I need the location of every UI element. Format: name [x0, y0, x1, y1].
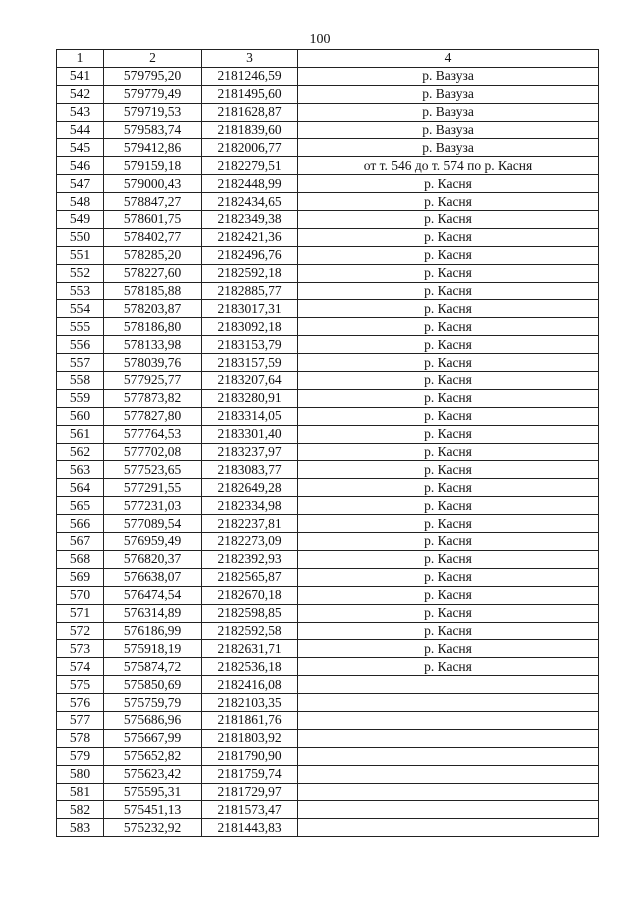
description-cell — [298, 711, 599, 729]
x-coordinate-cell: 578185,88 — [104, 282, 202, 300]
table-row — [57, 461, 599, 479]
y-coordinate-cell: 2181803,92 — [202, 729, 298, 747]
point-number-cell: 579 — [57, 747, 104, 765]
x-coordinate-cell: 578203,87 — [104, 300, 202, 318]
x-coordinate-cell: 576186,99 — [104, 622, 202, 640]
point-number-cell: 557 — [57, 354, 104, 372]
table-row — [57, 228, 599, 246]
x-coordinate-cell: 575918,19 — [104, 640, 202, 658]
x-coordinate-cell: 577231,03 — [104, 497, 202, 515]
description-cell: р. Касня — [298, 354, 599, 372]
point-number-cell: 570 — [57, 586, 104, 604]
y-coordinate-cell: 2181573,47 — [202, 801, 298, 819]
y-coordinate-cell: 2181790,90 — [202, 747, 298, 765]
description-cell: р. Касня — [298, 658, 599, 676]
point-number-cell: 582 — [57, 801, 104, 819]
x-coordinate-cell: 575850,69 — [104, 676, 202, 694]
point-number-cell: 571 — [57, 604, 104, 622]
x-coordinate-cell: 577764,53 — [104, 425, 202, 443]
y-coordinate-cell: 2182103,35 — [202, 694, 298, 712]
point-number-cell: 574 — [57, 658, 104, 676]
x-coordinate-cell: 576314,89 — [104, 604, 202, 622]
description-cell: р. Касня — [298, 640, 599, 658]
description-cell — [298, 676, 599, 694]
description-cell: р. Касня — [298, 193, 599, 211]
point-number-cell: 558 — [57, 372, 104, 390]
x-coordinate-cell: 578285,20 — [104, 246, 202, 264]
table-row — [57, 246, 599, 264]
point-number-cell: 563 — [57, 461, 104, 479]
description-cell: р. Касня — [298, 515, 599, 533]
point-number-cell: 569 — [57, 568, 104, 586]
x-coordinate-cell: 575759,79 — [104, 694, 202, 712]
point-number-cell: 575 — [57, 676, 104, 694]
table-row — [57, 354, 599, 372]
y-coordinate-cell: 2183207,64 — [202, 372, 298, 390]
table-row — [57, 801, 599, 819]
y-coordinate-cell: 2181246,59 — [202, 67, 298, 85]
column-header-4: 4 — [298, 50, 599, 68]
table-row — [57, 622, 599, 640]
x-coordinate-cell: 578227,60 — [104, 264, 202, 282]
point-number-cell: 553 — [57, 282, 104, 300]
x-coordinate-cell: 576638,07 — [104, 568, 202, 586]
point-number-cell: 543 — [57, 103, 104, 121]
description-cell: р. Касня — [298, 550, 599, 568]
table-row — [57, 85, 599, 103]
y-coordinate-cell: 2182006,77 — [202, 139, 298, 157]
point-number-cell: 552 — [57, 264, 104, 282]
table-row — [57, 139, 599, 157]
x-coordinate-cell: 578186,80 — [104, 318, 202, 336]
column-header-1: 1 — [57, 50, 104, 68]
description-cell: р. Касня — [298, 336, 599, 354]
description-cell — [298, 783, 599, 801]
table-row — [57, 318, 599, 336]
description-cell: р. Касня — [298, 568, 599, 586]
table-header-row — [57, 50, 599, 68]
x-coordinate-cell: 577089,54 — [104, 515, 202, 533]
y-coordinate-cell: 2182349,38 — [202, 211, 298, 229]
point-number-cell: 559 — [57, 389, 104, 407]
table-row — [57, 103, 599, 121]
y-coordinate-cell: 2183092,18 — [202, 318, 298, 336]
table-row — [57, 389, 599, 407]
x-coordinate-cell: 577925,77 — [104, 372, 202, 390]
y-coordinate-cell: 2181495,60 — [202, 85, 298, 103]
x-coordinate-cell: 577873,82 — [104, 389, 202, 407]
table-row — [57, 336, 599, 354]
table-body — [57, 67, 599, 836]
point-number-cell: 550 — [57, 228, 104, 246]
x-coordinate-cell: 576474,54 — [104, 586, 202, 604]
description-cell — [298, 801, 599, 819]
x-coordinate-cell: 576959,49 — [104, 533, 202, 551]
table-row — [57, 747, 599, 765]
description-cell: р. Касня — [298, 586, 599, 604]
x-coordinate-cell: 579795,20 — [104, 67, 202, 85]
y-coordinate-cell: 2182334,98 — [202, 497, 298, 515]
table-row — [57, 729, 599, 747]
description-cell — [298, 765, 599, 783]
x-coordinate-cell: 575595,31 — [104, 783, 202, 801]
x-coordinate-cell: 579159,18 — [104, 157, 202, 175]
x-coordinate-cell: 575451,13 — [104, 801, 202, 819]
table-row — [57, 783, 599, 801]
table-row — [57, 604, 599, 622]
x-coordinate-cell: 577827,80 — [104, 407, 202, 425]
description-cell: р. Касня — [298, 461, 599, 479]
x-coordinate-cell: 575652,82 — [104, 747, 202, 765]
table-row — [57, 121, 599, 139]
description-cell: р. Касня — [298, 604, 599, 622]
point-number-cell: 568 — [57, 550, 104, 568]
description-cell: р. Касня — [298, 282, 599, 300]
point-number-cell: 549 — [57, 211, 104, 229]
y-coordinate-cell: 2182536,18 — [202, 658, 298, 676]
x-coordinate-cell: 575874,72 — [104, 658, 202, 676]
x-coordinate-cell: 579000,43 — [104, 175, 202, 193]
y-coordinate-cell: 2183017,31 — [202, 300, 298, 318]
y-coordinate-cell: 2183314,05 — [202, 407, 298, 425]
table-row — [57, 67, 599, 85]
y-coordinate-cell: 2182885,77 — [202, 282, 298, 300]
description-cell: р. Вазуза — [298, 139, 599, 157]
y-coordinate-cell: 2183301,40 — [202, 425, 298, 443]
x-coordinate-cell: 577702,08 — [104, 443, 202, 461]
description-cell: р. Касня — [298, 264, 599, 282]
table-row — [57, 175, 599, 193]
table-row — [57, 211, 599, 229]
y-coordinate-cell: 2183083,77 — [202, 461, 298, 479]
table-row — [57, 264, 599, 282]
y-coordinate-cell: 2182598,85 — [202, 604, 298, 622]
y-coordinate-cell: 2182592,18 — [202, 264, 298, 282]
y-coordinate-cell: 2182592,58 — [202, 622, 298, 640]
table-row — [57, 819, 599, 837]
x-coordinate-cell: 575686,96 — [104, 711, 202, 729]
description-cell: от т. 546 до т. 574 по р. Касня — [298, 157, 599, 175]
table-row — [57, 300, 599, 318]
x-coordinate-cell: 575667,99 — [104, 729, 202, 747]
y-coordinate-cell: 2183157,59 — [202, 354, 298, 372]
point-number-cell: 566 — [57, 515, 104, 533]
table-row — [57, 407, 599, 425]
y-coordinate-cell: 2181443,83 — [202, 819, 298, 837]
y-coordinate-cell: 2183280,91 — [202, 389, 298, 407]
description-cell: р. Касня — [298, 497, 599, 515]
description-cell — [298, 819, 599, 837]
y-coordinate-cell: 2181628,87 — [202, 103, 298, 121]
description-cell: р. Касня — [298, 479, 599, 497]
description-cell: р. Вазуза — [298, 85, 599, 103]
table-row — [57, 157, 599, 175]
description-cell: р. Касня — [298, 300, 599, 318]
table-row — [57, 568, 599, 586]
y-coordinate-cell: 2182496,76 — [202, 246, 298, 264]
y-coordinate-cell: 2181861,76 — [202, 711, 298, 729]
description-cell: р. Вазуза — [298, 103, 599, 121]
x-coordinate-cell: 578601,75 — [104, 211, 202, 229]
x-coordinate-cell: 577523,65 — [104, 461, 202, 479]
y-coordinate-cell: 2182421,36 — [202, 228, 298, 246]
description-cell — [298, 694, 599, 712]
table-row — [57, 711, 599, 729]
y-coordinate-cell: 2182237,81 — [202, 515, 298, 533]
description-cell: р. Касня — [298, 389, 599, 407]
x-coordinate-cell: 577291,55 — [104, 479, 202, 497]
y-coordinate-cell: 2182392,93 — [202, 550, 298, 568]
description-cell: р. Касня — [298, 211, 599, 229]
description-cell — [298, 729, 599, 747]
point-number-cell: 581 — [57, 783, 104, 801]
table-row — [57, 193, 599, 211]
x-coordinate-cell: 579779,49 — [104, 85, 202, 103]
table-row — [57, 425, 599, 443]
table-row — [57, 586, 599, 604]
point-number-cell: 578 — [57, 729, 104, 747]
x-coordinate-cell: 578133,98 — [104, 336, 202, 354]
column-header-2: 2 — [104, 50, 202, 68]
table-row — [57, 443, 599, 461]
y-coordinate-cell: 2182273,09 — [202, 533, 298, 551]
table-row — [57, 640, 599, 658]
point-number-cell: 567 — [57, 533, 104, 551]
x-coordinate-cell: 576820,37 — [104, 550, 202, 568]
y-coordinate-cell: 2183153,79 — [202, 336, 298, 354]
point-number-cell: 572 — [57, 622, 104, 640]
table-row — [57, 479, 599, 497]
description-cell: р. Касня — [298, 372, 599, 390]
x-coordinate-cell: 575232,92 — [104, 819, 202, 837]
column-header-3: 3 — [202, 50, 298, 68]
point-number-cell: 565 — [57, 497, 104, 515]
point-number-cell: 542 — [57, 85, 104, 103]
table-row — [57, 372, 599, 390]
description-cell: р. Вазуза — [298, 67, 599, 85]
point-number-cell: 544 — [57, 121, 104, 139]
point-number-cell: 560 — [57, 407, 104, 425]
point-number-cell: 541 — [57, 67, 104, 85]
point-number-cell: 545 — [57, 139, 104, 157]
y-coordinate-cell: 2182649,28 — [202, 479, 298, 497]
y-coordinate-cell: 2181839,60 — [202, 121, 298, 139]
point-number-cell: 561 — [57, 425, 104, 443]
y-coordinate-cell: 2182448,99 — [202, 175, 298, 193]
description-cell: р. Касня — [298, 425, 599, 443]
point-number-cell: 547 — [57, 175, 104, 193]
x-coordinate-cell: 579412,86 — [104, 139, 202, 157]
point-number-cell: 573 — [57, 640, 104, 658]
point-number-cell: 551 — [57, 246, 104, 264]
point-number-cell: 576 — [57, 694, 104, 712]
description-cell: р. Касня — [298, 318, 599, 336]
description-cell — [298, 747, 599, 765]
point-number-cell: 554 — [57, 300, 104, 318]
description-cell: р. Касня — [298, 246, 599, 264]
y-coordinate-cell: 2183237,97 — [202, 443, 298, 461]
point-number-cell: 564 — [57, 479, 104, 497]
description-cell: р. Вазуза — [298, 121, 599, 139]
y-coordinate-cell: 2182434,65 — [202, 193, 298, 211]
x-coordinate-cell: 575623,42 — [104, 765, 202, 783]
y-coordinate-cell: 2182565,87 — [202, 568, 298, 586]
y-coordinate-cell: 2181729,97 — [202, 783, 298, 801]
x-coordinate-cell: 578402,77 — [104, 228, 202, 246]
page-number: 100 — [309, 32, 331, 47]
table-row — [57, 676, 599, 694]
description-cell: р. Касня — [298, 228, 599, 246]
table-row — [57, 694, 599, 712]
y-coordinate-cell: 2182279,51 — [202, 157, 298, 175]
table-row — [57, 282, 599, 300]
y-coordinate-cell: 2182670,18 — [202, 586, 298, 604]
x-coordinate-cell: 579719,53 — [104, 103, 202, 121]
table-row — [57, 515, 599, 533]
coordinates-table — [56, 49, 599, 837]
x-coordinate-cell: 578847,27 — [104, 193, 202, 211]
description-cell: р. Касня — [298, 175, 599, 193]
point-number-cell: 577 — [57, 711, 104, 729]
x-coordinate-cell: 579583,74 — [104, 121, 202, 139]
table-row — [57, 550, 599, 568]
point-number-cell: 556 — [57, 336, 104, 354]
description-cell: р. Касня — [298, 622, 599, 640]
point-number-cell: 562 — [57, 443, 104, 461]
point-number-cell: 546 — [57, 157, 104, 175]
table-row — [57, 765, 599, 783]
point-number-cell: 583 — [57, 819, 104, 837]
point-number-cell: 548 — [57, 193, 104, 211]
y-coordinate-cell: 2181759,74 — [202, 765, 298, 783]
point-number-cell: 580 — [57, 765, 104, 783]
y-coordinate-cell: 2182631,71 — [202, 640, 298, 658]
description-cell: р. Касня — [298, 533, 599, 551]
table-row — [57, 497, 599, 515]
description-cell: р. Касня — [298, 407, 599, 425]
table-row — [57, 658, 599, 676]
point-number-cell: 555 — [57, 318, 104, 336]
table-row — [57, 533, 599, 551]
x-coordinate-cell: 578039,76 — [104, 354, 202, 372]
description-cell: р. Касня — [298, 443, 599, 461]
y-coordinate-cell: 2182416,08 — [202, 676, 298, 694]
